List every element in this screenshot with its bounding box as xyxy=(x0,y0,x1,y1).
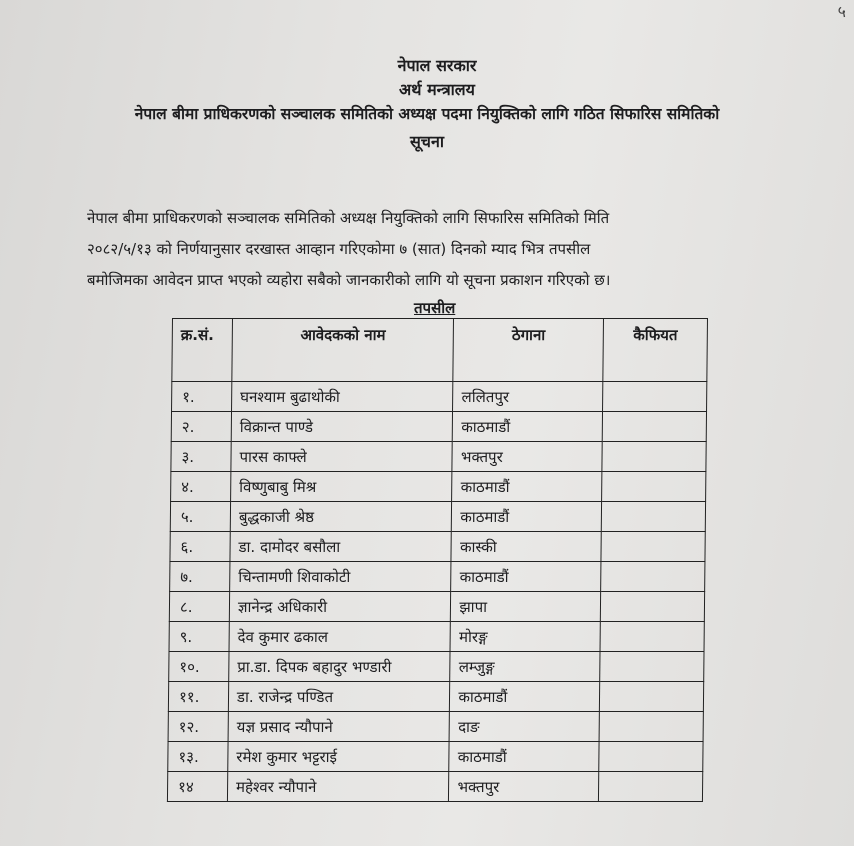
column-header-name: आवेदकको नाम xyxy=(232,319,454,382)
cell-remarks xyxy=(600,622,704,652)
cell-address: दाङ xyxy=(449,712,599,742)
table-row xyxy=(170,562,705,592)
cell-remarks xyxy=(602,472,706,502)
cell-sn: ८. xyxy=(169,592,229,622)
notice-body xyxy=(87,203,777,296)
table-row xyxy=(169,652,704,682)
notice-line-1: नेपाल बीमा प्राधिकरणको सञ्चालक समितिको अध्यक्ष नियुक्तिको लागि सिफारिस समितिको मिति xyxy=(87,209,610,227)
notice-line-3: बमोजिमका आवेदन प्राप्त भएको व्यहोरा सबैको जानकारीको लागि यो सूचना प्रकाशन गरिएको छ। xyxy=(87,271,611,289)
table-row xyxy=(172,382,707,412)
notice-line-2: २०८२/५/१३ को निर्णयानुसार दरखास्त आव्हान गरिएकोमा ७ (सात) दिनको म्याद भित्र तपसील xyxy=(87,240,591,258)
cell-address: लम्जुङ्ग xyxy=(450,652,600,682)
cell-name: घनश्याम बुढाथोकी xyxy=(231,382,453,412)
page-number-mark: ५ xyxy=(837,2,846,21)
cell-sn: ९. xyxy=(169,622,229,652)
cell-remarks xyxy=(602,412,706,442)
cell-sn: १४ xyxy=(167,772,227,802)
cell-address: ललितपुर xyxy=(453,382,603,412)
table-header-row xyxy=(172,319,708,382)
cell-name: यज्ञ प्रसाद न्यौपाने xyxy=(228,712,450,742)
header-ministry: अर्थ मन्त्रालय xyxy=(399,80,475,99)
table-row xyxy=(168,742,703,772)
cell-remarks xyxy=(599,772,703,802)
table-caption: तपसील xyxy=(414,299,456,317)
column-header-remarks: कैफियत xyxy=(603,319,708,382)
table-row xyxy=(168,712,703,742)
cell-remarks xyxy=(601,562,705,592)
cell-sn: ११. xyxy=(168,682,228,712)
table-row xyxy=(168,682,703,712)
cell-remarks xyxy=(601,532,705,562)
cell-address: काठमाडौं xyxy=(449,742,599,772)
table-row xyxy=(171,442,706,472)
cell-sn: २. xyxy=(171,412,231,442)
cell-sn: १०. xyxy=(169,652,229,682)
cell-address: भक्तपुर xyxy=(449,772,599,802)
cell-address: काठमाडौं xyxy=(451,562,601,592)
cell-sn: ६. xyxy=(170,532,230,562)
column-header-address: ठेगाना xyxy=(453,319,603,382)
cell-sn: ७. xyxy=(170,562,230,592)
cell-address: कास्की xyxy=(451,532,601,562)
cell-address: काठमाडौं xyxy=(452,472,602,502)
cell-name: बुद्धकाजी श्रेष्ठ xyxy=(230,502,452,532)
cell-address: भक्तपुर xyxy=(452,442,602,472)
cell-sn: ५. xyxy=(170,502,230,532)
cell-name: ज्ञानेन्द्र अधिकारी xyxy=(229,592,451,622)
cell-sn: १. xyxy=(172,382,232,412)
cell-name: विष्णुबाबु मिश्र xyxy=(231,472,453,502)
table-row xyxy=(170,532,705,562)
cell-remarks xyxy=(599,682,703,712)
cell-name: महेश्वर न्यौपाने xyxy=(227,772,449,802)
cell-name: देव कुमार ढकाल xyxy=(229,622,451,652)
cell-remarks xyxy=(599,712,703,742)
applicants-table-wrap xyxy=(167,318,708,802)
cell-sn: ३. xyxy=(171,442,231,472)
cell-sn: १३. xyxy=(168,742,228,772)
cell-address: मोरङ्ग xyxy=(450,622,600,652)
cell-address: काठमाडौं xyxy=(453,412,603,442)
cell-sn: ४. xyxy=(171,472,231,502)
table-row xyxy=(171,472,706,502)
header-government: नेपाल सरकार xyxy=(397,56,477,75)
cell-address: झापा xyxy=(451,592,601,622)
cell-remarks xyxy=(599,742,703,772)
cell-name: डा. राजेन्द्र पण्डित xyxy=(228,682,450,712)
table-row xyxy=(169,592,704,622)
cell-sn: १२. xyxy=(168,712,228,742)
header-committee-title: नेपाल बीमा प्राधिकरणको सञ्चालक समितिको अध्यक्ष पदमा नियुक्तिको लागि गठित सिफारिस समितिको xyxy=(134,105,720,123)
table-row xyxy=(169,622,704,652)
header-notice: सूचना xyxy=(409,132,444,151)
table-row xyxy=(170,502,705,532)
cell-name: चिन्तामणी शिवाकोटी xyxy=(230,562,452,592)
cell-name: प्रा.डा. दिपक बहादुर भण्डारी xyxy=(229,652,451,682)
cell-address: काठमाडौं xyxy=(452,502,602,532)
cell-name: डा. दामोदर बसौला xyxy=(230,532,452,562)
table-row xyxy=(171,412,706,442)
cell-remarks xyxy=(600,592,704,622)
cell-remarks xyxy=(600,652,704,682)
applicants-table xyxy=(167,318,708,802)
table-row xyxy=(167,772,702,802)
cell-remarks xyxy=(603,382,707,412)
cell-remarks xyxy=(601,502,705,532)
cell-remarks xyxy=(602,442,706,472)
cell-name: रमेश कुमार भट्टराई xyxy=(228,742,450,772)
cell-address: काठमाडौं xyxy=(450,682,600,712)
cell-name: विक्रान्त पाण्डे xyxy=(231,412,453,442)
column-header-sn: क्र.सं. xyxy=(172,319,233,382)
cell-name: पारस काफ्ले xyxy=(231,442,453,472)
